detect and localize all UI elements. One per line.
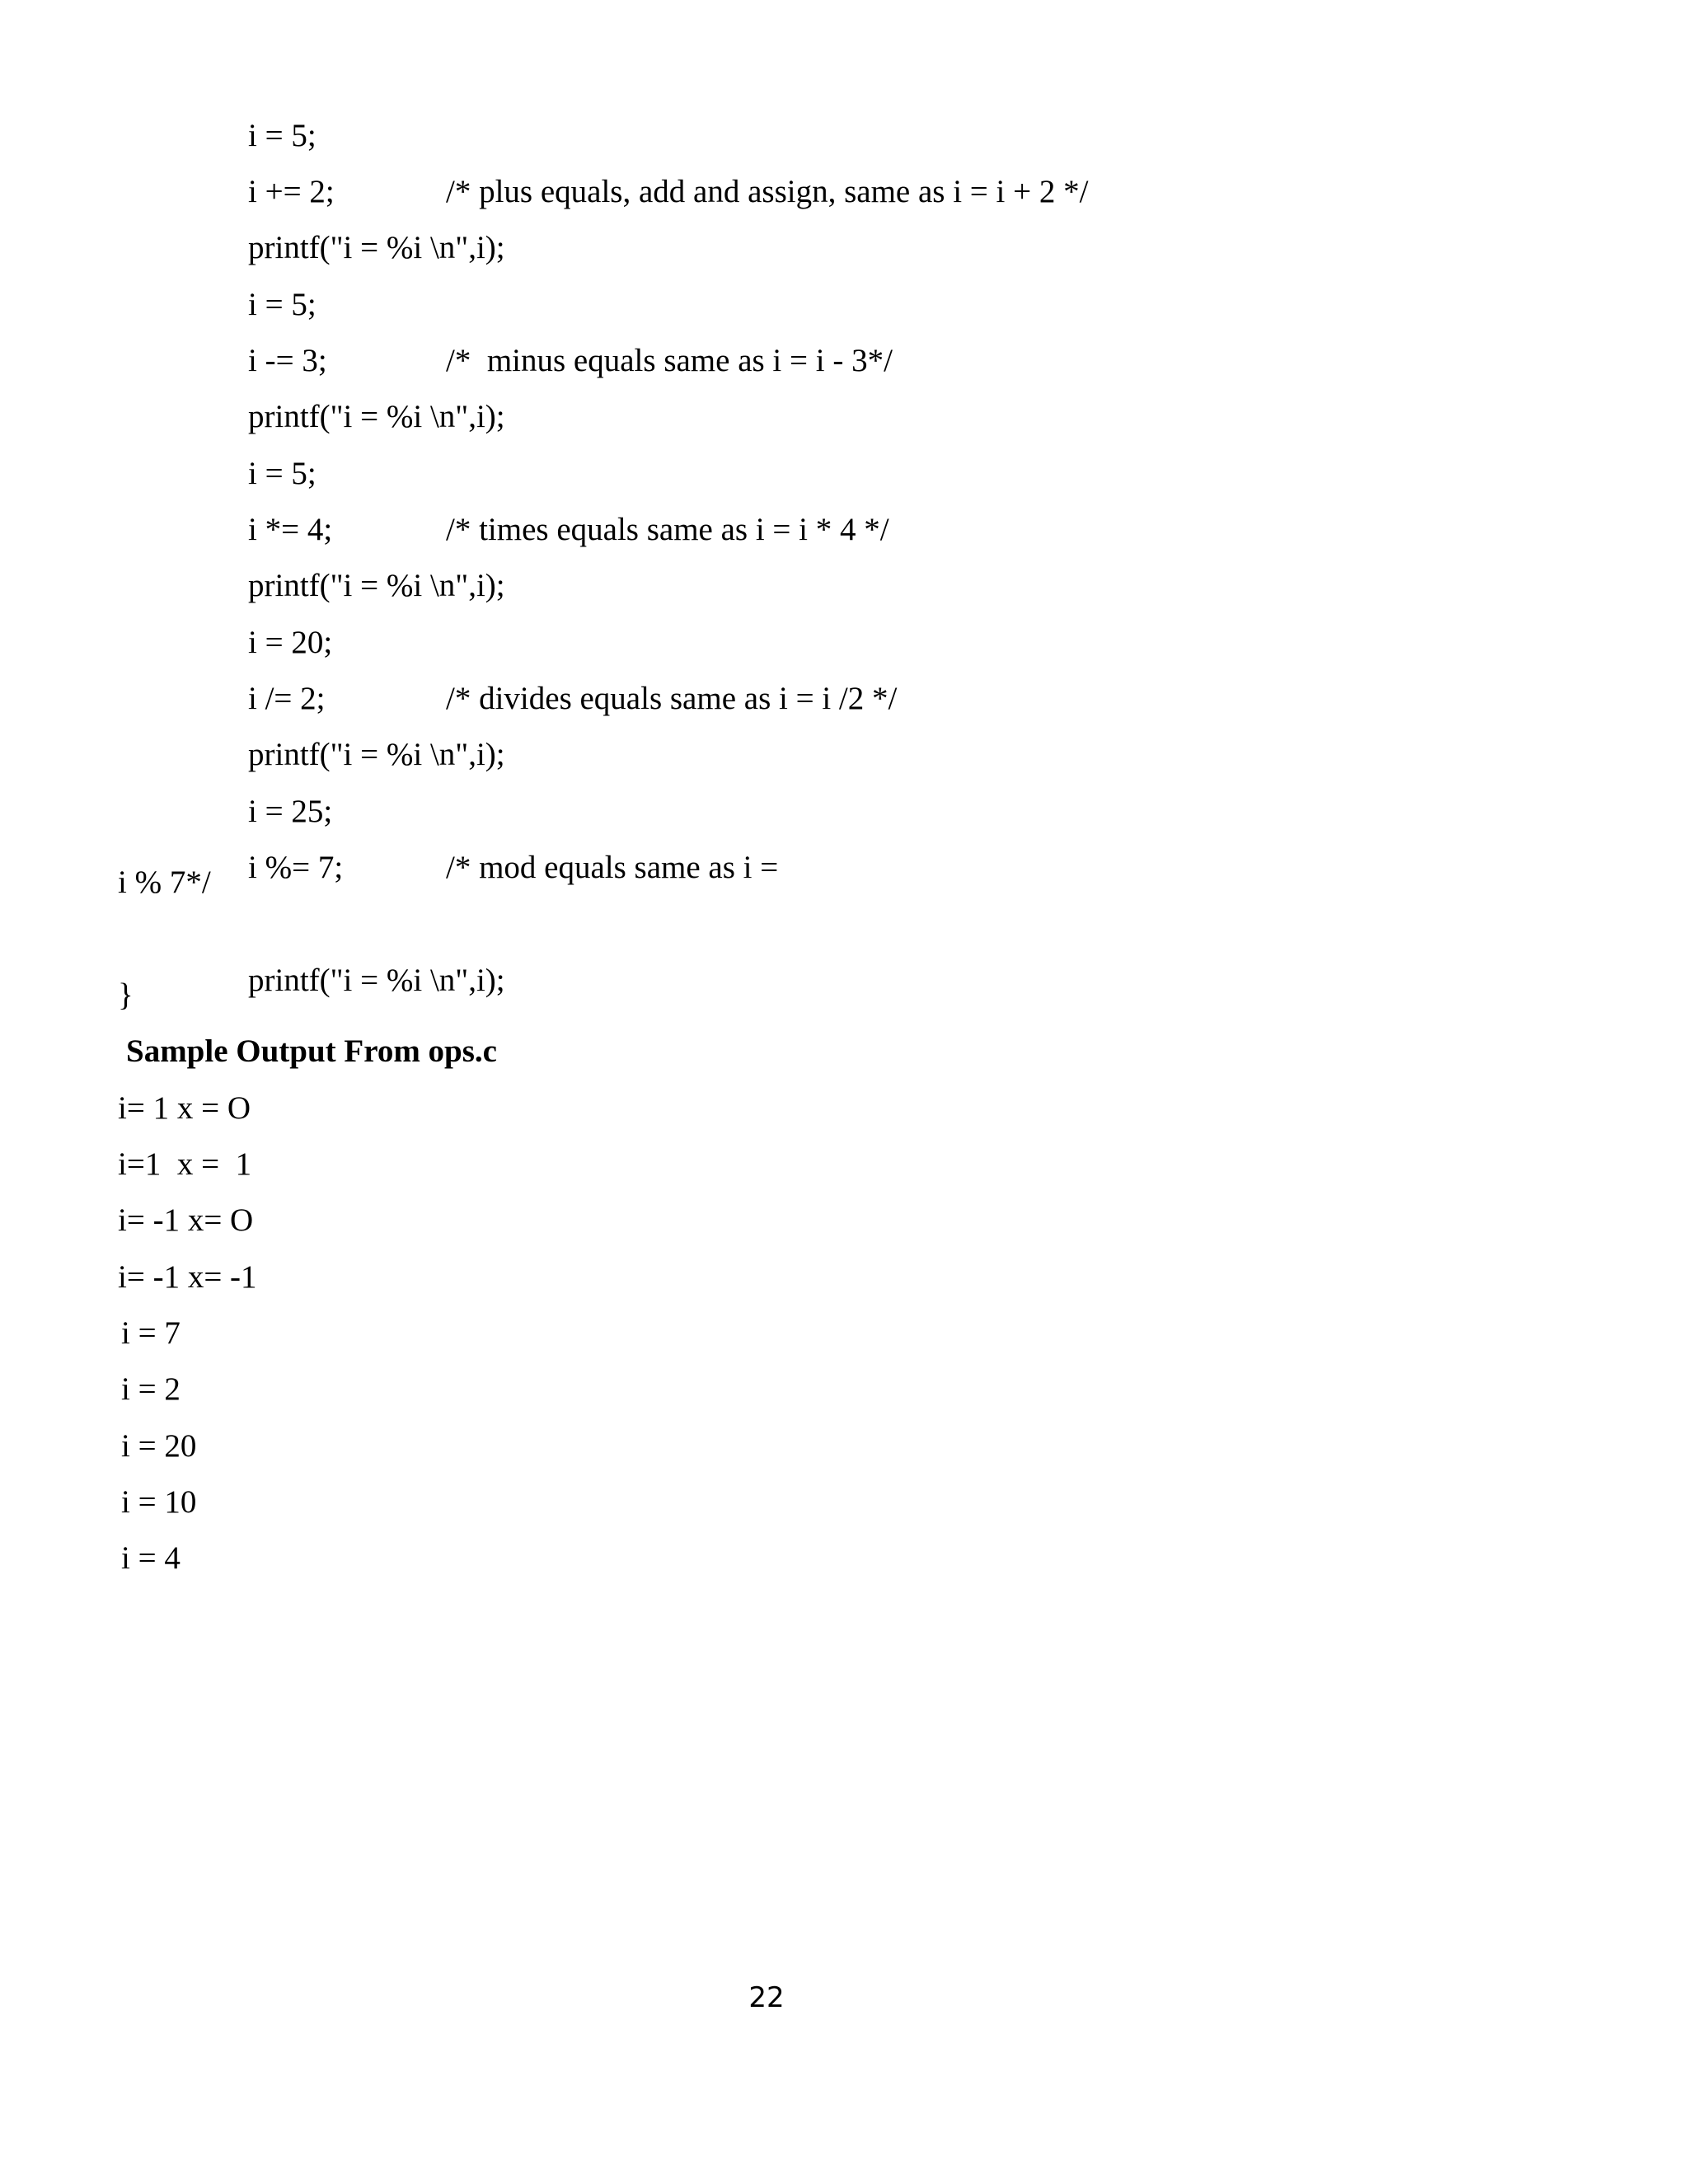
code-statement: i -= 3; (248, 343, 327, 378)
code-comment: /* plus equals, add and assign, same as i = i + 2 */ (446, 174, 1089, 209)
code-statement: i %= 7; (248, 850, 344, 885)
code-line (216, 806, 778, 930)
code-statement: printf("i = %i \n",i); (248, 399, 505, 434)
output-line: i = 10 (121, 1484, 197, 1520)
code-statement: printf("i = %i \n",i); (248, 963, 505, 998)
code-statement: i = 5; (248, 118, 316, 153)
code-line (216, 919, 505, 1043)
output-line: i=1 x = 1 (118, 1146, 252, 1182)
code-statement: i = 5; (248, 287, 316, 322)
code-comment: /* divides equals same as i = i /2 */ (446, 681, 898, 716)
code-statement: i = 5; (248, 456, 316, 491)
output-line: i = 2 (121, 1371, 181, 1407)
code-comment: /* mod equals same as i = (446, 850, 779, 885)
output-line: i = 7 (121, 1315, 181, 1351)
code-statement: printf("i = %i \n",i); (248, 568, 505, 603)
output-heading: Sample Output From ops.c (126, 1033, 497, 1069)
code-statement: i /= 2; (248, 681, 326, 716)
page-number: 22 (748, 1981, 785, 2014)
code-statement: i = 25; (248, 794, 333, 829)
code-statement: i *= 4; (248, 512, 333, 547)
output-line: i = 4 (121, 1540, 181, 1576)
code-wrapped-comment: i % 7*/ (118, 865, 211, 900)
code-statement: printf("i = %i \n",i); (248, 737, 505, 772)
code-statement: i += 2; (248, 174, 335, 209)
code-statement: i = 20; (248, 625, 333, 660)
code-comment: /* times equals same as i = i * 4 */ (446, 512, 889, 547)
output-line: i= 1 x = O (118, 1090, 251, 1126)
output-line: i = 20 (121, 1428, 197, 1464)
code-statement: printf("i = %i \n",i); (248, 230, 505, 265)
code-comment: /* minus equals same as i = i - 3*/ (446, 343, 893, 378)
output-line: i= -1 x= O (118, 1202, 254, 1238)
closing-brace: } (118, 977, 134, 1013)
output-line: i= -1 x= -1 (118, 1259, 257, 1295)
